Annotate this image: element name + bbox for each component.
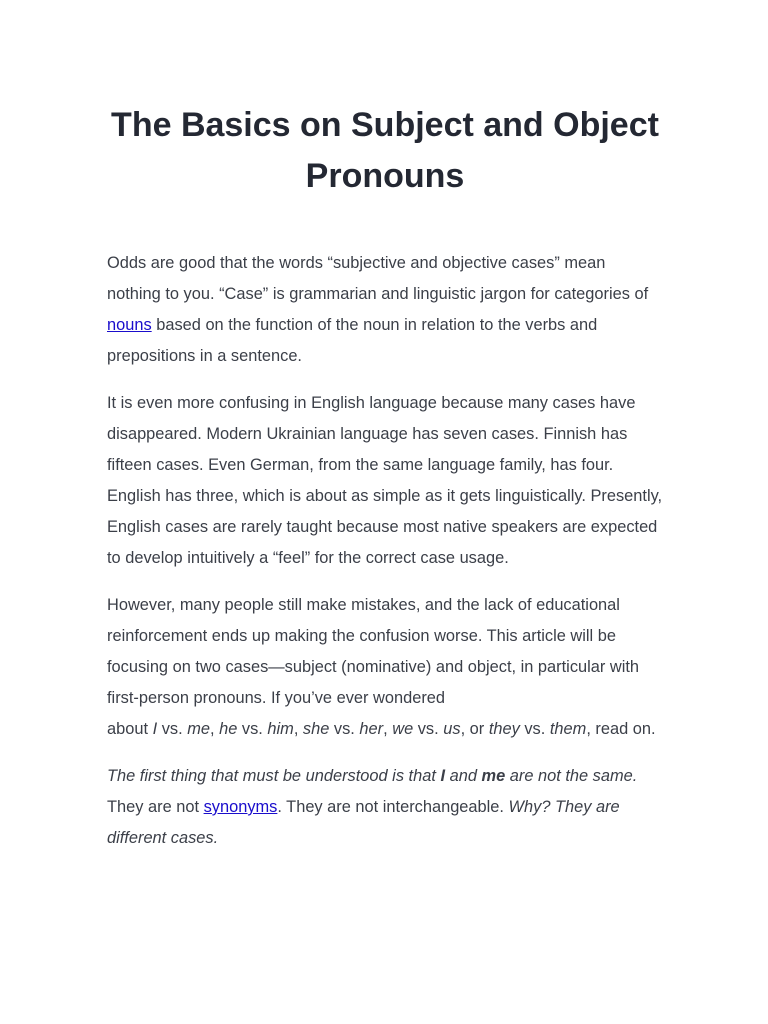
pronoun-us: us xyxy=(443,720,461,738)
pronoun-her: her xyxy=(359,720,384,738)
separator: , xyxy=(209,720,220,738)
separator: , or xyxy=(460,720,489,738)
paragraph-4-italic-a: The first thing that must be understood is that xyxy=(107,767,441,785)
paragraph-1 xyxy=(107,248,663,372)
paragraph-4 xyxy=(107,761,663,854)
separator: , xyxy=(293,720,303,738)
paragraph-2: It is even more confusing in English language because many cases have disappeared. Modern Ukrainian language has seven cases. Finnish has fifteen cases. Even German, from the same language family, has four. English has three, which is about as simple as it gets linguistically. Presently, English cases are rarely taught because most native speakers are expected to develop intuitively a “feel” for the correct case usage. xyxy=(107,394,663,567)
article xyxy=(107,100,663,870)
paragraph-4-text-a: They are not xyxy=(107,798,204,816)
paragraph-3-text-b: about xyxy=(107,720,153,738)
paragraph-4-text-b: . They are not interchangeable. xyxy=(277,798,509,816)
nouns-link[interactable]: nouns xyxy=(107,316,152,334)
pronoun-he: he xyxy=(219,720,238,738)
vs-text: vs. xyxy=(329,720,360,738)
synonyms-link[interactable]: synonyms xyxy=(203,798,278,816)
pronoun-they: they xyxy=(488,720,520,738)
vs-text: vs. xyxy=(413,720,444,738)
paragraph-3-text-a: However, many people still make mistakes, and the lack of educational reinforcement ends up making the confusion worse. This article will be focusing on two cases—subject (nominative) and object, in particular with first-person pronouns. If you’ve ever wondered xyxy=(107,596,640,707)
paragraph-4-italic-b: and xyxy=(445,767,482,785)
pronoun-me-bold: me xyxy=(481,767,506,785)
paragraph-1-text-a: Odds are good that the words “subjective and objective cases” mean nothing to you. “Case” is grammarian and linguistic jargon for categories of xyxy=(107,254,649,303)
pronoun-i-bold: I xyxy=(440,767,446,785)
paragraph-4-italic-d: Why? They are different cases. xyxy=(107,798,620,847)
pronoun-him: him xyxy=(267,720,294,738)
paragraph-4-italic-c: are not the same. xyxy=(505,767,638,785)
pronoun-i: I xyxy=(152,720,158,738)
paragraph-1-text-b: based on the function of the noun in relation to the verbs and prepositions in a sentence. xyxy=(107,316,598,365)
pronoun-them: them xyxy=(549,720,587,738)
separator: , xyxy=(383,720,393,738)
article-title: The Basics on Subject and Object Pronouns xyxy=(111,106,659,195)
pronoun-we: we xyxy=(392,720,414,738)
paragraph-3-text-c: , read on. xyxy=(586,720,656,738)
vs-text: vs. xyxy=(519,720,550,738)
pronoun-she: she xyxy=(302,720,330,738)
vs-text: vs. xyxy=(237,720,268,738)
paragraph-3 xyxy=(107,590,663,745)
pronoun-me: me xyxy=(187,720,210,738)
vs-text: vs. xyxy=(157,720,188,738)
